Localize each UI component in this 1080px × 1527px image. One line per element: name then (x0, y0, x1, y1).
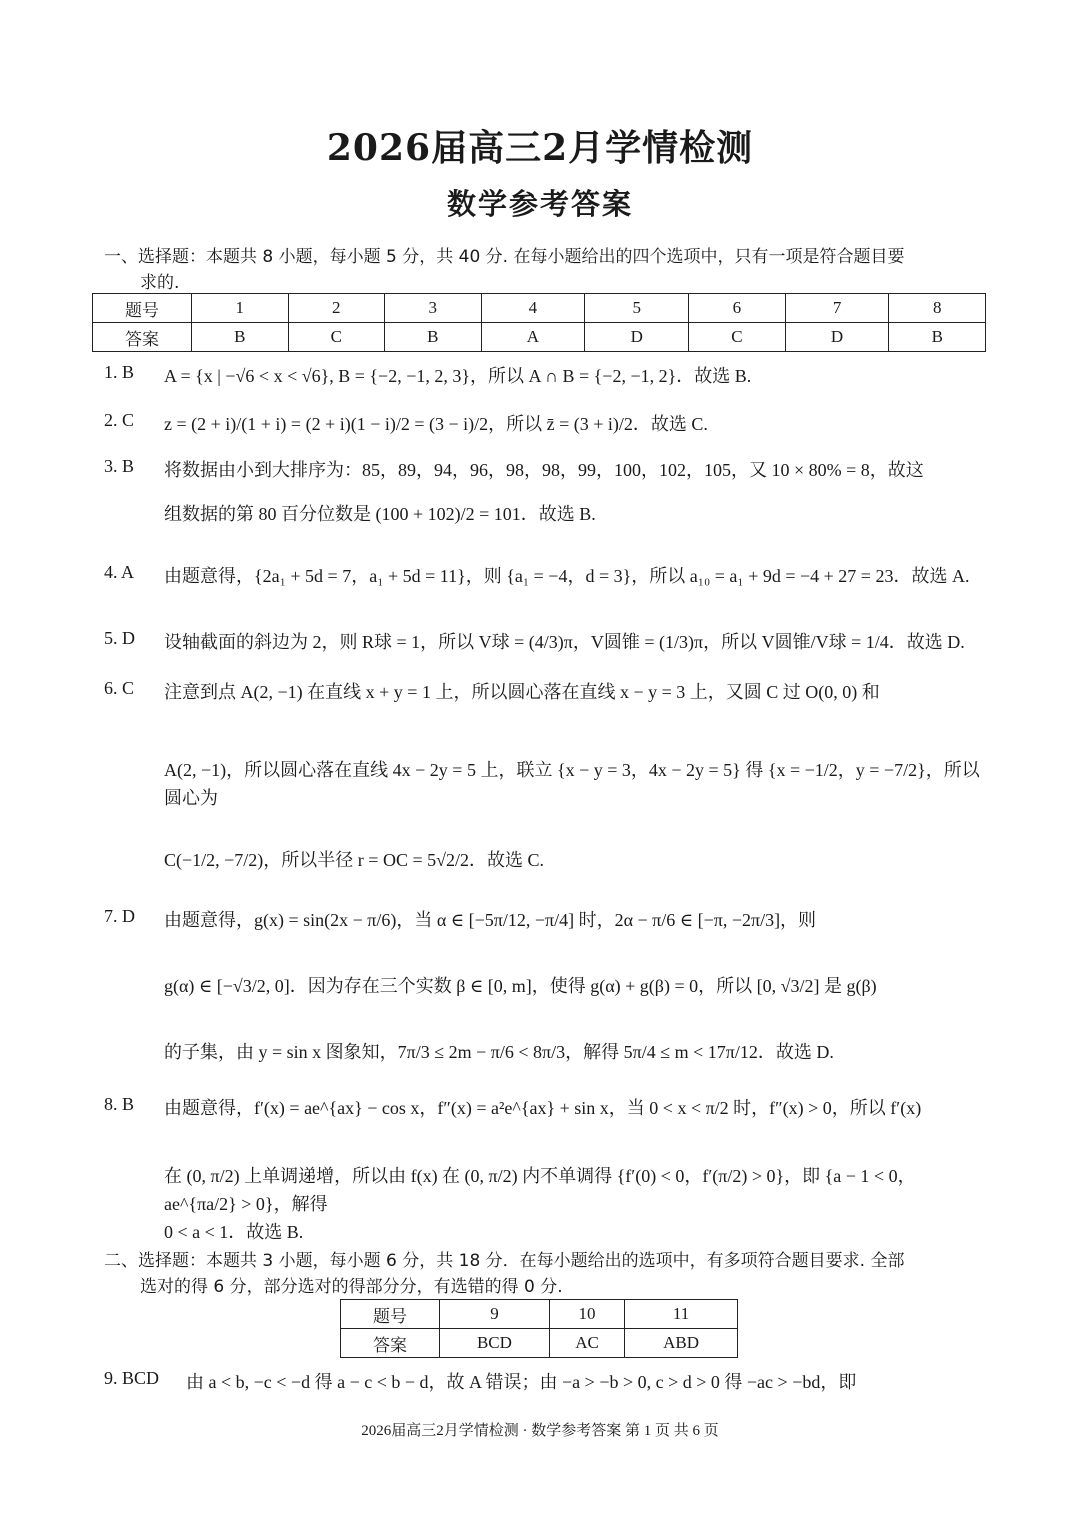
solution-text-line: 由题意得，f′(x) = ae^{ax} − cos x，f″(x) = a²e^{ax} + sin x，当 0 < x < π/2 时，f″(x) > 0，所以 f′(x) (164, 1098, 922, 1118)
page-footer: 2026届高三2月学情检测 · 数学参考答案 第 1 页 共 6 页 (361, 1423, 719, 1439)
solution-text-line: 在 (0, π/2) 上单调递增，所以由 f(x) 在 (0, π/2) 内不单调得 {f′(0) < 0，f′(π/2) > 0}，即 {a − 1 < 0，ae^{πa/2} > 0}，解得 (164, 1166, 916, 1214)
solution-text-line: 由题意得，g(x) = sin(2x − π/6)，当 α ∈ [−5π/12, −π/4] 时，2α − π/6 ∈ [−π, −2π/3]，则 (164, 910, 817, 930)
question-number-cell: 4 (481, 294, 585, 323)
answer-cell: AC (549, 1329, 624, 1358)
solution-item-7 (104, 906, 984, 1062)
solution-item-6 (104, 678, 984, 870)
solution-text-line: 的子集，由 y = sin x 图象知，7π/3 ≤ 2m − π/6 < 8π/3，解得 5π/4 ≤ m < 17π/12．故选 D. (164, 1042, 834, 1062)
section1-answer-table (92, 293, 986, 352)
answer-cell: D (585, 323, 689, 352)
solution-text-line: A = {x | −√6 < x < √6}, B = {−2, −1, 2, 3}，所以 A ∩ B = {−2, −1, 2}．故选 B. (164, 366, 752, 386)
question-number-cell: 1 (192, 294, 289, 323)
question-number-cell: 11 (625, 1300, 738, 1329)
solution-item-2 (104, 410, 984, 434)
table-row-questions (341, 1300, 738, 1329)
row-label-q: 题号 (341, 1300, 440, 1329)
solution-number: 1. B (104, 362, 135, 382)
question-number-cell: 2 (288, 294, 385, 323)
solution-item-1 (104, 362, 984, 386)
question-number-cell: 8 (889, 294, 986, 323)
solution-text-line: 注意到点 A(2, −1) 在直线 x + y = 1 上，所以圆心落在直线 x − y = 3 上，又圆 C 过 O(0, 0) 和 (164, 682, 880, 702)
page-subtitle: 数学参考答案 (446, 187, 633, 221)
section1-heading-line2: 求的. (140, 273, 180, 293)
row-label-q: 题号 (93, 294, 192, 323)
answer-cell: ABD (625, 1329, 738, 1358)
answer-cell: A (481, 323, 585, 352)
solution-text-line: 设轴截面的斜边为 2，则 R球 = 1，所以 V球 = (4/3)π，V圆锥 = (1/3)π，所以 V圆锥/V球 = 1/4．故选 D. (164, 632, 965, 652)
section2-heading (104, 1248, 984, 1300)
solution-number: 4. A (104, 562, 135, 582)
solution-text-line: 由题意得，{2a₁ + 5d = 7，a₁ + 5d = 11}，则 {a₁ = −4，d = 3}，所以 a₁₀ = a₁ + 9d = −4 + 27 = 23．故选 A. (164, 566, 970, 586)
question-number-cell: 9 (440, 1300, 550, 1329)
table-row-answers (93, 323, 986, 352)
question-number-cell: 7 (785, 294, 889, 323)
table-row-answers (341, 1329, 738, 1358)
solution-text-line: z = (2 + i)/(1 + i) = (2 + i)(1 − i)/2 = (3 − i)/2，所以 z̄ = (3 + i)/2．故选 C. (164, 414, 708, 434)
row-label-a: 答案 (341, 1329, 440, 1358)
solution-item-3 (104, 456, 984, 524)
section1-heading-line1: 一、选择题：本题共 8 小题，每小题 5 分，共 40 分. 在每小题给出的四个选项中，只有一项是符合题目要 (104, 247, 905, 267)
solution-text-line: 组数据的第 80 百分位数是 (100 + 102)/2 = 101．故选 B. (164, 504, 596, 524)
solution-text-line: A(2, −1)，所以圆心落在直线 4x − 2y = 5 上，联立 {x − y = 3，4x − 2y = 5} 得 {x = −1/2，y = −7/2}，所以圆心为 (164, 760, 980, 808)
solution-text-line: 将数据由小到大排序为：85，89，94，96，98，98，99，100，102，105，又 10 × 80% = 8，故这 (164, 460, 924, 480)
question-number-cell: 3 (385, 294, 482, 323)
question-number-cell: 6 (689, 294, 786, 323)
solution-text: 由 a < b, −c < −d 得 a − c < b − d，故 A 错误；由 −a > −b > 0, c > d > 0 得 −ac > −bd，即 (186, 1372, 857, 1392)
solution-number: 5. D (104, 628, 135, 648)
table-row-questions (93, 294, 986, 323)
solution-text-line: g(α) ∈ [−√3/2, 0]．因为存在三个实数 β ∈ [0, m]，使得 g(α) + g(β) = 0，所以 [0, √3/2] 是 g(β) (164, 976, 877, 996)
solution-number: 7. D (104, 906, 135, 926)
answer-cell: C (288, 323, 385, 352)
answer-cell: B (889, 323, 986, 352)
page-title: 2026届高三2月学情检测 (326, 127, 754, 169)
question-number-cell: 5 (585, 294, 689, 323)
solution-number: 6. C (104, 678, 135, 698)
answer-cell: C (689, 323, 786, 352)
solution-item-5 (104, 628, 984, 652)
solution-number: 8. B (104, 1094, 135, 1114)
row-label-a: 答案 (93, 323, 192, 352)
answer-cell: D (785, 323, 889, 352)
solution-number: 2. C (104, 410, 135, 430)
question-number-cell: 10 (549, 1300, 624, 1329)
section2-answer-table (340, 1299, 738, 1358)
answer-cell: B (385, 323, 482, 352)
answer-cell: B (192, 323, 289, 352)
solution-number: 3. B (104, 456, 135, 476)
solution-text-line: 0 < a < 1．故选 B. (164, 1222, 304, 1242)
solution-number: 9. BCD (104, 1368, 160, 1388)
solution-item-8 (104, 1094, 984, 1242)
solution-text-line: C(−1/2, −7/2)，所以半径 r = OC = 5√2/2．故选 C. (164, 850, 544, 870)
section2-heading-line1: 二、选择题：本题共 3 小题，每小题 6 分，共 18 分．在每小题给出的选项中，有多项符合题目要求. 全部 (104, 1251, 905, 1271)
section1-heading (104, 244, 984, 296)
answer-cell: BCD (440, 1329, 550, 1358)
section2-heading-line2: 选对的得 6 分，部分选对的得部分分，有选错的得 0 分. (140, 1277, 563, 1297)
solution-item-4 (104, 562, 984, 586)
